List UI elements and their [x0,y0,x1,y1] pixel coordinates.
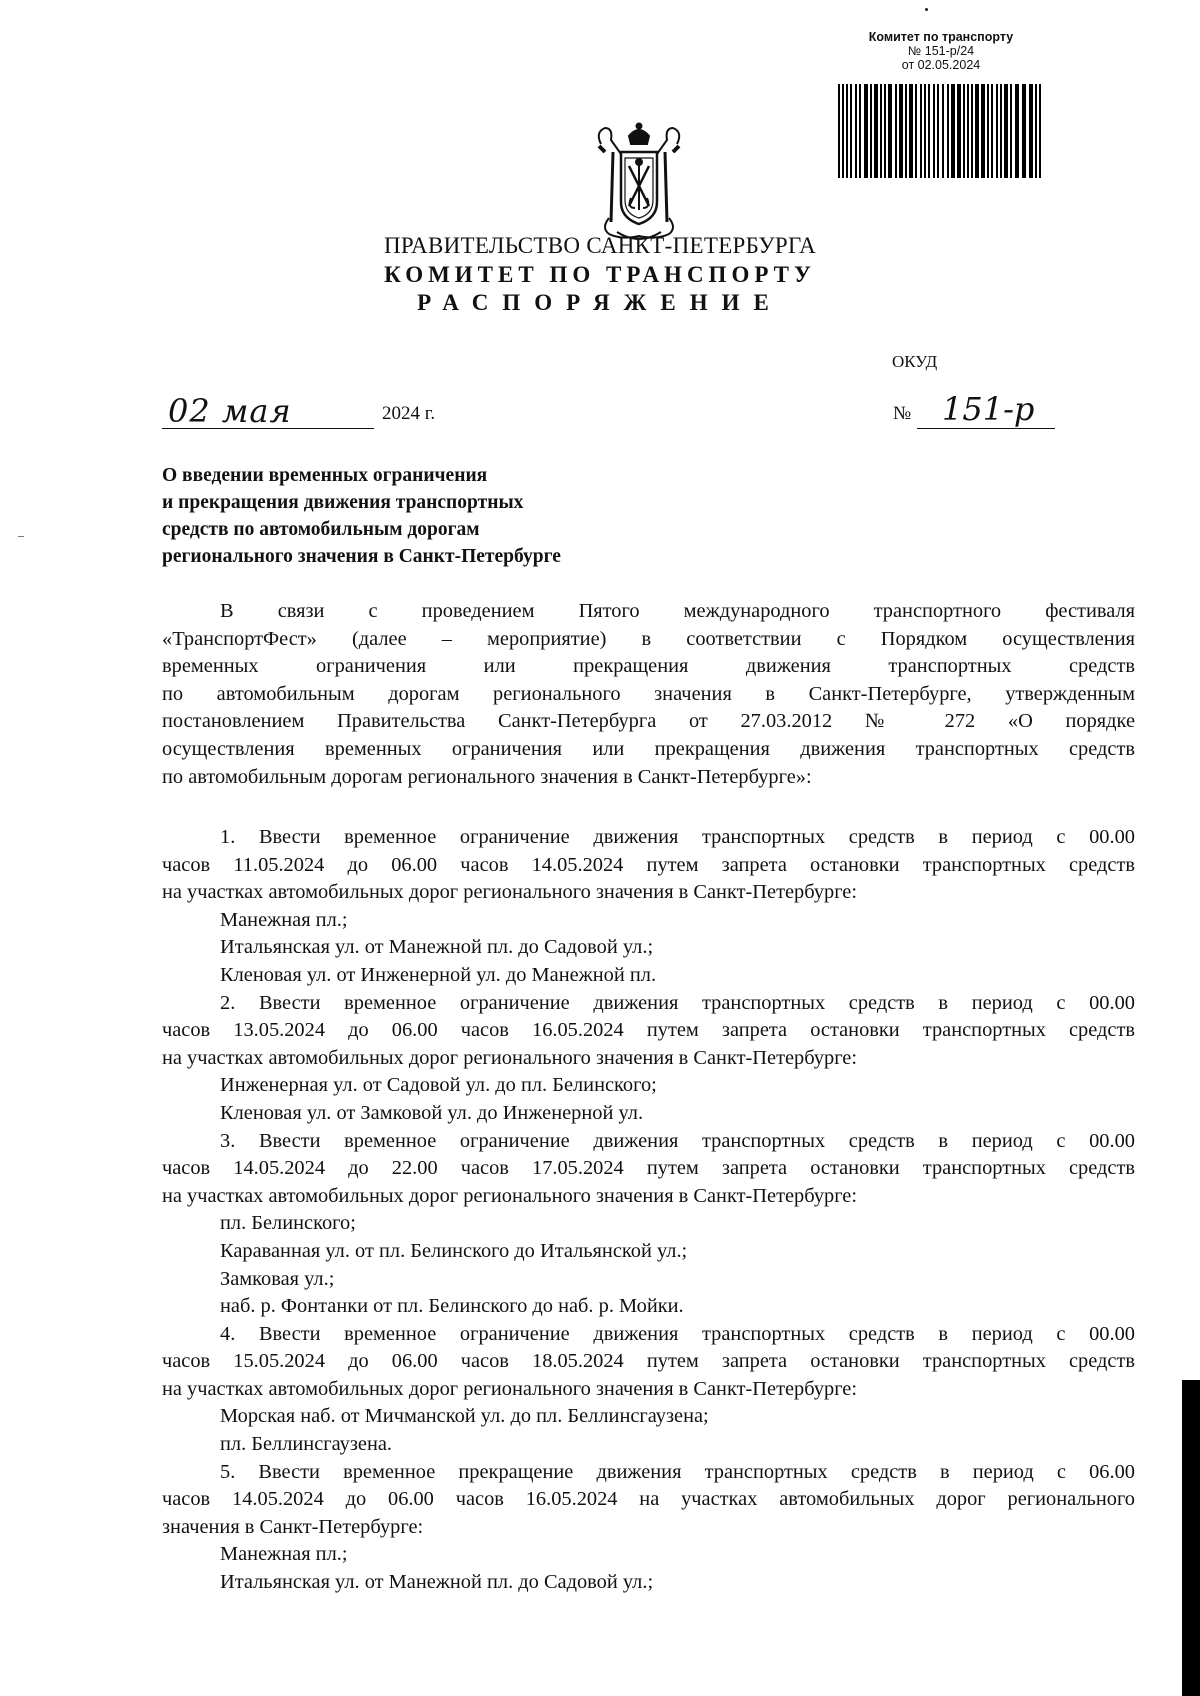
handwritten-number: 151-р [942,390,1035,428]
committee-header: КОМИТЕТ ПО ТРАНСПОРТУ [384,262,816,287]
item-3-line: на участках автомобильных дорог регионального значения в Санкт-Петербурге: [162,1184,858,1207]
document-title [162,462,561,570]
preamble-line: постановлением Правительства Санкт-Петербурга от 27.03.2012 № 272 «О порядке [162,710,1135,733]
road-entry: Итальянская ул. от Манежной пл. до Садовой ул.; [220,936,654,959]
item-4-line: 4. Ввести временное ограничение движения транспортных средств в период с 00.00 [220,1322,1135,1345]
road-entry: Караванная ул. от пл. Белинского до Итальянской ул.; [220,1239,688,1262]
preamble-line: В связи с проведением Пятого международного транспортного фестиваля [220,600,1135,622]
barcode-gap [1041,84,1042,178]
road-entry: Итальянская ул. от Манежной пл. до Садовой ул.; [220,1571,654,1594]
preamble [162,598,1135,791]
handwritten-date: 02 мая [168,392,292,430]
preamble-line: «ТранспортФест» (далее – мероприятие) в соответствии с Порядком осуществления [162,627,1135,650]
coat-of-arms-emblem [591,122,687,246]
road-entry: Кленовая ул. от Инженерной ул. до Манежной пл. [220,963,657,986]
government-header: ПРАВИТЕЛЬСТВО САНКТ-ПЕТЕРБУРГА [383,233,817,258]
stamp-number: № 151-р/24 [907,44,975,58]
scan-speck [925,8,928,11]
date-year: 2024 г. [382,403,436,424]
road-entry: пл. Беллинсгаузена. [220,1433,393,1456]
item-2-line: часов 13.05.2024 до 06.00 часов 16.05.2024 путем запрета остановки транспортных средств [162,1019,1135,1042]
preamble-line: осуществления временных ограничения или прекращения движения транспортных средств [162,737,1135,760]
preamble-line: временных ограничения или прекращения движения транспортных средств [162,655,1135,678]
item-5-line: 5. Ввести временное прекращение движения транспортных средств в период с 06.00 [220,1460,1135,1483]
order-items [162,824,1135,1597]
preamble-line: по автомобильным дорогам регионального значения в Санкт-Петербурге, утвержденным [162,682,1135,705]
item-4-line: на участках автомобильных дорог регионального значения в Санкт-Петербурге: [162,1377,858,1400]
stamp-date: от 02.05.2024 [901,58,981,72]
title-line: и прекращения движения транспортных [162,492,524,513]
item-1-line: на участках автомобильных дорог регионального значения в Санкт-Петербурге: [162,881,858,904]
road-entry: Замковая ул.; [220,1267,335,1290]
item-5-line: значения в Санкт-Петербурге: [162,1515,424,1538]
road-entry: Инженерная ул. от Садовой ул. до пл. Белинского; [220,1074,657,1097]
stamp-org: Комитет по транспорту [868,30,1014,44]
item-1-line: 1. Ввести временное ограничение движения транспортных средств в период с 00.00 [220,826,1135,848]
title-line: регионального значения в Санкт-Петербурге [162,546,561,567]
item-1-line: часов 11.05.2024 до 06.00 часов 14.05.2024 путем запрета остановки транспортных средств [162,853,1135,876]
scan-mark [18,536,24,537]
number-sign: № [893,403,912,424]
item-3-line: 3. Ввести временное ограничение движения транспортных средств в период с 00.00 [220,1129,1135,1152]
barcode [838,84,1042,178]
item-2-line: на участках автомобильных дорог регионального значения в Санкт-Петербурге: [162,1046,858,1069]
title-line: средств по автомобильным дорогам [162,519,480,540]
road-entry: пл. Белинского; [220,1212,356,1235]
document-type: РАСПОРЯЖЕНИЕ [417,290,783,315]
road-entry: Морская наб. от Мичманской ул. до пл. Беллинсгаузена; [220,1405,709,1428]
road-entry: Кленовая ул. от Замковой ул. до Инженерной ул. [220,1101,644,1124]
okud-label: ОКУД [892,352,938,371]
item-5-line: часов 14.05.2024 до 06.00 часов 16.05.2024 на участках автомобильных дорог регионального [162,1488,1135,1511]
item-4-line: часов 15.05.2024 до 06.00 часов 18.05.2024 путем запрета остановки транспортных средств [162,1350,1135,1373]
road-entry: Манежная пл.; [220,1543,348,1566]
preamble-line: по автомобильным дорогам регионального значения в Санкт-Петербурге»: [162,765,812,788]
road-entry: наб. р. Фонтанки от пл. Белинского до наб. р. Мойки. [220,1295,684,1318]
registration-stamp [838,30,1044,72]
scan-edge-shadow [1182,1380,1200,1696]
item-3-line: часов 14.05.2024 до 22.00 часов 17.05.2024 путем запрета остановки транспортных средств [162,1157,1135,1180]
road-entry: Манежная пл.; [220,908,348,931]
item-2-line: 2. Ввести временное ограничение движения транспортных средств в период с 00.00 [220,991,1135,1014]
title-line: О введении временных ограничения [162,465,488,486]
